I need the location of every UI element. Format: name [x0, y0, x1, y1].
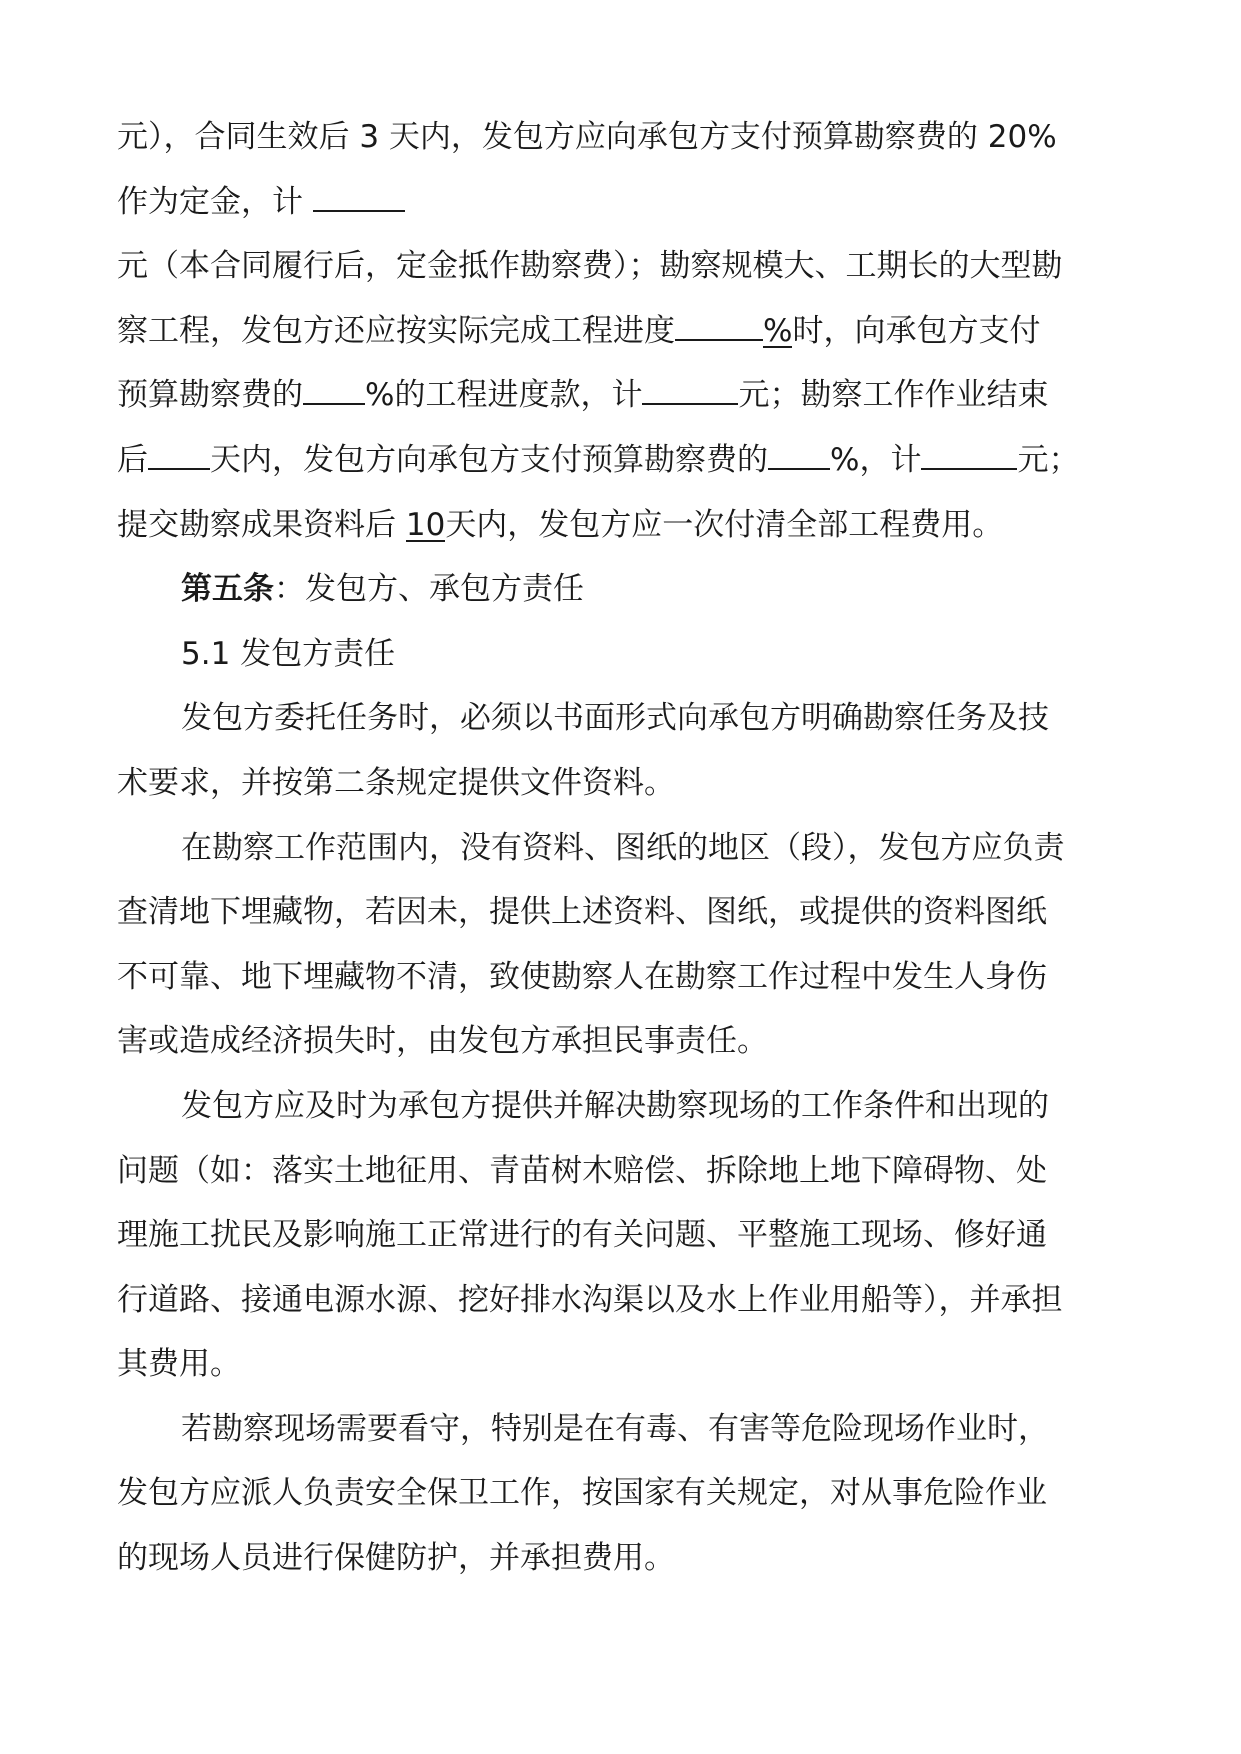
text-line: 不可靠、地下埋藏物不清，致使勘察人在勘察工作过程中发生人身伤	[117, 958, 1047, 995]
paragraph-site-conditions	[117, 1074, 1127, 1397]
text-fragment: 作为定金，计	[117, 183, 313, 220]
paragraph-underground	[117, 816, 1127, 1074]
text-line: 其费用。	[117, 1346, 241, 1383]
text-line: 行道路、接通电源水源、挖好排水沟渠以及水上作业用船等），并承担	[117, 1281, 1063, 1318]
text-line: 若勘察现场需要看守，特别是在有毒、有害等危险现场作业时，	[181, 1410, 1049, 1447]
text-line	[117, 170, 1127, 235]
text-fragment: 元；勘察工作作业结束	[738, 377, 1049, 414]
article-title: ：发包方、承包方责任	[274, 571, 584, 608]
text-line: 术要求，并按第二条规定提供文件资料。	[117, 764, 675, 801]
fill-in-blank	[303, 373, 365, 405]
text-fragment: 提交勘察成果资料后	[117, 506, 406, 543]
text-line: 发包方委托任务时，必须以书面形式向承包方明确勘察任务及技	[181, 700, 1049, 737]
text-line: 害或造成经济损失时，由发包方承担民事责任。	[117, 1023, 768, 1060]
paragraph-entrust	[117, 686, 1127, 815]
paragraph-payment	[117, 105, 1127, 557]
text-line: 发包方应及时为承包方提供并解决勘察现场的工作条件和出现的	[181, 1087, 1049, 1124]
text-fragment: %，计	[830, 441, 922, 478]
text-line: 元（本合同履行后，定金抵作勘察费）；勘察规模大、工期长的大型勘	[117, 248, 1063, 285]
text-line: 查清地下埋藏物，若因未，提供上述资料、图纸，或提供的资料图纸	[117, 894, 1047, 931]
paragraph-safety	[117, 1397, 1127, 1591]
text-fragment: 预算勘察费的	[117, 377, 303, 414]
text-line: 元），合同生效后 3 天内，发包方应向承包方支付预算勘察费的 20%	[117, 119, 1057, 155]
fill-in-blank	[675, 309, 763, 341]
text-fragment: 察工程，发包方还应按实际完成工程进度	[117, 312, 675, 349]
text-line: 在勘察工作范围内，没有资料、图纸的地区（段），发包方应负责	[181, 829, 1065, 866]
section-heading: 5.1 发包方责任	[181, 635, 396, 672]
text-fragment: %的工程进度款，计	[365, 377, 643, 414]
underlined-text: %	[763, 312, 793, 349]
article-heading	[117, 557, 1127, 622]
text-fragment: 元；	[1017, 441, 1080, 478]
fill-in-blank	[313, 180, 405, 212]
fill-in-blank	[642, 373, 738, 405]
text-line	[117, 493, 1127, 558]
text-fragment: 天内，发包方应一次付清全部工程费用。	[445, 506, 1004, 543]
text-line	[117, 428, 1127, 493]
text-line: 问题（如：落实土地征用、青苗树木赔偿、拆除地上地下障碍物、处	[117, 1152, 1047, 1189]
article-number: 第五条	[181, 571, 274, 608]
text-fragment: 时，向承包方支付	[792, 312, 1041, 349]
fill-in-blank	[148, 438, 210, 470]
text-line	[117, 299, 1127, 364]
text-fragment: 后	[117, 441, 148, 478]
text-line: 理施工扰民及影响施工正常进行的有关问题、平整施工现场、修好通	[117, 1217, 1047, 1254]
text-line: 的现场人员进行保健防护，并承担费用。	[117, 1540, 675, 1577]
text-fragment: 天内，发包方向承包方支付预算勘察费的	[210, 441, 768, 478]
underlined-text: 10	[405, 506, 446, 543]
text-line: 发包方应派人负责安全保卫工作，按国家有关规定，对从事危险作业	[117, 1475, 1047, 1512]
fill-in-blank	[921, 438, 1017, 470]
document-page	[117, 105, 1127, 1591]
fill-in-blank	[768, 438, 830, 470]
text-line	[117, 363, 1127, 428]
